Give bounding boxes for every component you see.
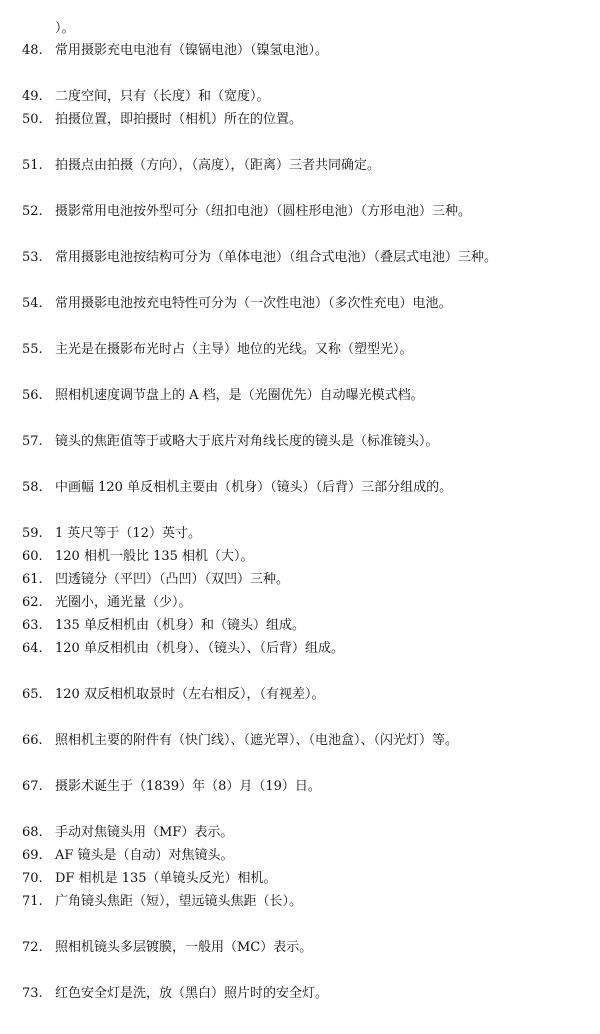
question-text: 镜头的焦距值等于或略大于底片对角线长度的镜头是（标准镜头）。 (55, 434, 439, 449)
question-number: 68. (22, 825, 43, 840)
question-number: 70. (22, 871, 43, 886)
question-text: 常用摄影充电电池有（镍镉电池）（镍氢电池）。 (55, 43, 329, 58)
question-number: 51. (22, 158, 43, 173)
question-number: 69. (22, 848, 43, 863)
question-text: 照相机主要的附件有（快门线）、（遮光罩）、（电池盒）、（闪光灯）等。 (55, 733, 459, 748)
question-number: 67. (22, 779, 43, 794)
question-number: 72. (22, 940, 43, 955)
question-number: 66. (22, 733, 43, 748)
question-text: 135 单反相机由（机身）和（镜头）组成。 (55, 618, 305, 633)
question-number: 54. (22, 296, 43, 311)
question-text: 常用摄影电池按结构可分为（单体电池）（组合式电池）（叠层式电池）三种。 (55, 250, 498, 265)
question-number: 56. (22, 388, 43, 403)
question-text: 摄影常用电池按外型可分（纽扣电池）（圆柱形电池）（方形电池）三种。 (55, 204, 472, 219)
question-number: 58. (22, 480, 43, 495)
question-number: 48. (22, 43, 43, 58)
question-text: 1 英尺等于（12）英寸。 (55, 526, 201, 541)
question-text: 拍摄点由拍摄（方向），（高度），（距离）三者共同确定。 (55, 158, 381, 173)
question-number: 57. (22, 434, 43, 449)
question-text: 手动对焦镜头用（MF）表示。 (55, 825, 234, 840)
question-number: 55. (22, 342, 43, 357)
question-text: 照相机镜头多层镀膜，一般用（MC）表示。 (55, 940, 313, 955)
question-text: 红色安全灯是洗，放（黑白）照片时的安全灯。 (55, 986, 329, 1001)
question-number: 63. (22, 618, 43, 633)
question-number: 65. (22, 687, 43, 702)
question-text: 广角镜头焦距（短），望远镜头焦距（长）。 (55, 894, 303, 909)
question-text: 常用摄影电池按充电特性可分为（一次性电池）（多次性充电）电池。 (55, 296, 452, 311)
question-text: 拍摄位置，即拍摄时（相机）所在的位置。 (55, 112, 303, 127)
question-text: 光圈小，通光量（少）。 (55, 595, 192, 610)
question-text: 主光是在摄影布光时占（主导）地位的光线。又称（塑型光）。 (55, 342, 413, 357)
question-number: 62. (22, 595, 43, 610)
question-text: 凹透镜分（平凹）（凸凹）（双凹）三种。 (55, 572, 290, 587)
question-text: 二度空间，只有（长度）和（宽度）。 (55, 89, 270, 104)
question-text: 中画幅 120 单反相机主要由（机身）（镜头）（后背）三部分组成的。 (55, 480, 453, 495)
question-text: 120 双反相机取景时（左右相反），（有视差）。 (55, 687, 325, 702)
question-number: 64. (22, 641, 43, 656)
question-text: AF 镜头是（自动）对焦镜头。 (55, 848, 234, 863)
question-number: 53. (22, 250, 43, 265)
question-number: 71. (22, 894, 43, 909)
question-text: 照相机速度调节盘上的 A 档，是（光圈优先）自动曝光模式档。 (55, 388, 424, 403)
question-number: 59. (22, 526, 43, 541)
question-text: 120 相机一般比 135 相机（大）。 (55, 549, 254, 564)
question-number: 49. (22, 89, 43, 104)
question-text: 摄影术诞生于（1839）年（8）月（19）日。 (55, 779, 321, 794)
question-text: 120 单反相机由（机身）、（镜头）、（后背）组成。 (55, 641, 344, 656)
question-number: 73. (22, 986, 43, 1001)
question-number: 60. (22, 549, 43, 564)
continuation-text: ）。 (55, 21, 75, 36)
question-text: DF 相机是 135（单镜头反光）相机。 (55, 871, 277, 886)
question-number: 50. (22, 112, 43, 127)
question-number: 61. (22, 572, 43, 587)
question-number: 52. (22, 204, 43, 219)
